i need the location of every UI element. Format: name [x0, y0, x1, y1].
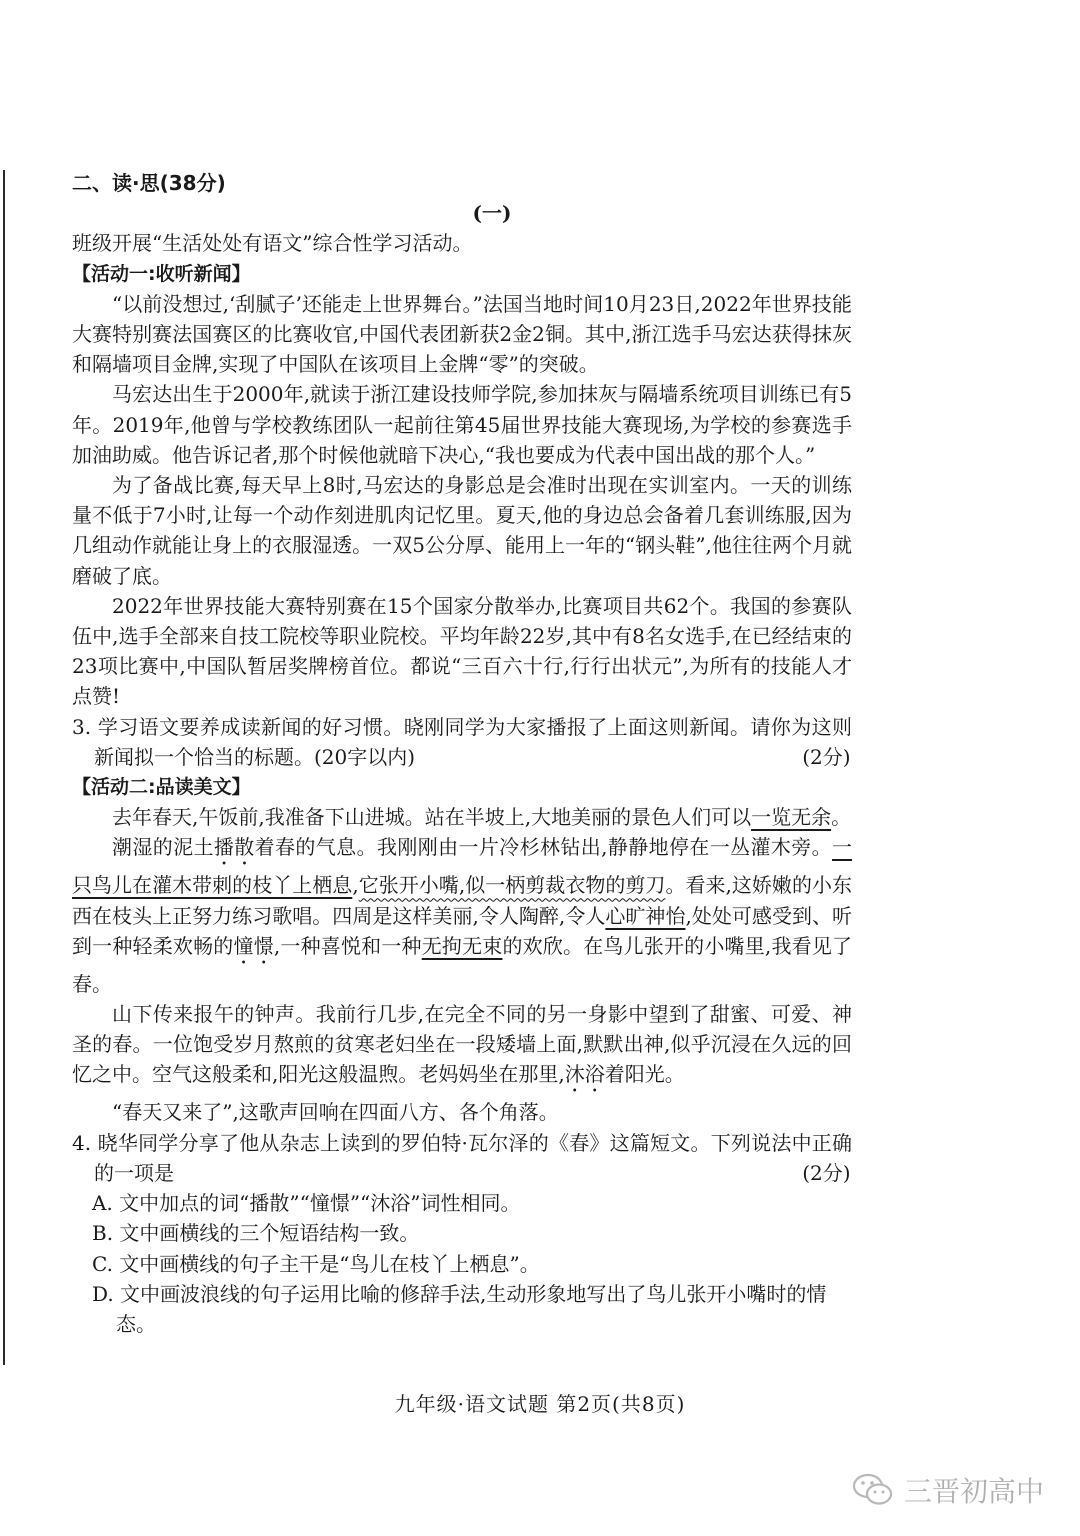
essay-text: 。	[831, 805, 852, 830]
activity1-heading: 【活动一:收听新闻】	[72, 262, 251, 285]
essay-paragraph	[72, 832, 852, 999]
dotted-word: 播散	[213, 835, 255, 860]
essay-text: 去年春天,午饭前,我准备下山进城。站在半坡上,大地美丽的景色人们可以	[112, 805, 752, 830]
news-paragraph: 马宏达出生于2000年,就读于浙江建设技师学院,参加抹灰与隔墙系统项目训练已有5年。2019年,他曾与学校教练团队一起前往第45届世界技能大赛现场,为学校的参赛选手加油助威。他告诉记者,那个时候他就暗下决心,“我也要成为代表中国出战的那个人。”	[72, 382, 852, 467]
wavy-underlined-sentence: 它张开小嘴,似一柄剪裁衣物的剪刀	[358, 873, 666, 898]
essay-text: 的欢欣。在鸟儿张开的小嘴里,我看见了春。	[72, 933, 853, 996]
news-paragraph: “以前没想过,‘刮腻子’还能走上世界舞台。”法国当地时间10月23日,2022年世界技能大赛特别赛法国赛区的比赛收官,中国代表团新获2金2铜。其中,浙江选手马宏达获得抹灰和隔墙项目金牌,实现了中国队在该项目上金牌“零”的突破。	[72, 291, 852, 377]
activity2-heading: 【活动二:品读美文】	[72, 776, 251, 799]
wechat-icon	[852, 1472, 894, 1508]
underlined-phrase: 心旷神怡	[605, 903, 686, 928]
question-4-score: (2分)	[802, 1160, 851, 1185]
essay-paragraph	[72, 802, 852, 832]
essay-text: ,一种喜悦和一种	[273, 933, 422, 958]
page-edge-line	[3, 170, 5, 1365]
news-paragraph: 2022年世界技能大赛特别赛在15个国家分散举办,比赛项目共62个。我国的参赛队伍中,选手全部来自技工院校等职业院校。平均年龄22岁,其中有8名女选手,在已经结束的23项比赛中,中国队暂居奖牌榜首位。都说“三百六十行,行行出状元”,为所有的技能人才点赞!	[72, 593, 852, 709]
option-b: B. 文中画横线的三个短语结构一致。	[92, 1221, 420, 1246]
dotted-word: 沐浴	[564, 1062, 605, 1087]
essay-paragraph	[72, 999, 852, 1097]
exam-page	[72, 168, 852, 1339]
page-footer: 九年级·语文试题 第2页(共8页)	[394, 1392, 686, 1416]
essay-text: 着阳光。	[604, 1062, 685, 1087]
option-a: A. 文中加点的词“播散”“憧憬”“沐浴”词性相同。	[92, 1191, 521, 1216]
essay-text: 山下传来报午的钟声。我前行几步,在完全不同的另一身影中望到了甜蜜、可爱、神圣的春。一位饱受岁月熬煎的贫寒老妇坐在一段矮墙上面,默默出神,似乎沉浸在久远的回忆之中。空气这般柔和,阳光这般温煦。老妈妈坐在那里,	[72, 1002, 852, 1087]
option-d: D. 文中画波浪线的句子运用比喻的修辞手法,生动形象地写出了鸟儿张开小嘴时的情态。	[92, 1281, 827, 1336]
essay-text: 着春的气息。我刚刚由一片冷杉林钻出,静静地停在一丛灌木旁。	[254, 835, 833, 860]
question-3-score: (2分)	[802, 744, 851, 769]
essay-paragraph: “春天又来了”,这歌声回响在四面八方、各个角落。	[112, 1100, 559, 1125]
essay-text: ,处处可感受到、听到一种轻柔欢畅的	[72, 903, 853, 958]
dotted-word: 憧憬	[233, 933, 274, 958]
intro-text: 班级开展“生活处处有语文”综合性学习活动。	[72, 231, 473, 256]
watermark	[852, 1468, 1044, 1512]
section-title: 二、读·思(38分)	[72, 171, 226, 195]
option-c: C. 文中画横线的句子主干是“鸟儿在枝丫上栖息”。	[92, 1251, 540, 1276]
essay-text: 潮湿的泥土	[112, 835, 214, 860]
question-3-text: 3. 学习语文要养成读新闻的好习惯。晓刚同学为大家播报了上面这则新闻。请你为这则新闻拟一个恰当的标题。(20字以内)	[72, 714, 852, 769]
part-number: (一)	[472, 201, 512, 226]
question-3	[72, 712, 852, 772]
underlined-phrase: 无拘无束	[421, 933, 503, 958]
underlined-phrase: 一览无余	[751, 805, 832, 830]
question-4	[72, 1128, 852, 1188]
watermark-text: 三晋初高中	[903, 1475, 1044, 1508]
question-4-stem: 4. 晓华同学分享了他从杂志上读到的罗伯特·瓦尔泽的《春》这篇短文。下列说法中正确的一项是	[72, 1130, 852, 1185]
essay-text: ,	[352, 873, 359, 898]
news-paragraph: 为了备战比赛,每天早上8时,马宏达的身影总是会准时出现在实训室内。一天的训练量不低于7小时,让每一个动作刻进肌肉记忆里。夏天,他的身边总会备着几套训练服,因为几组动作就能让身上的衣服湿透。一双5公分厚、能用上一年的“钢头鞋”,他往往两个月就磨破了底。	[72, 473, 852, 588]
essay-text: 。看来,这娇嫩的小东西在枝头上正努力练习歌唱。四周是这样美丽,令人陶醉,令人	[72, 873, 853, 928]
underlined-sentence: 一只鸟儿在灌木带刺的枝丫上栖息	[72, 835, 853, 898]
